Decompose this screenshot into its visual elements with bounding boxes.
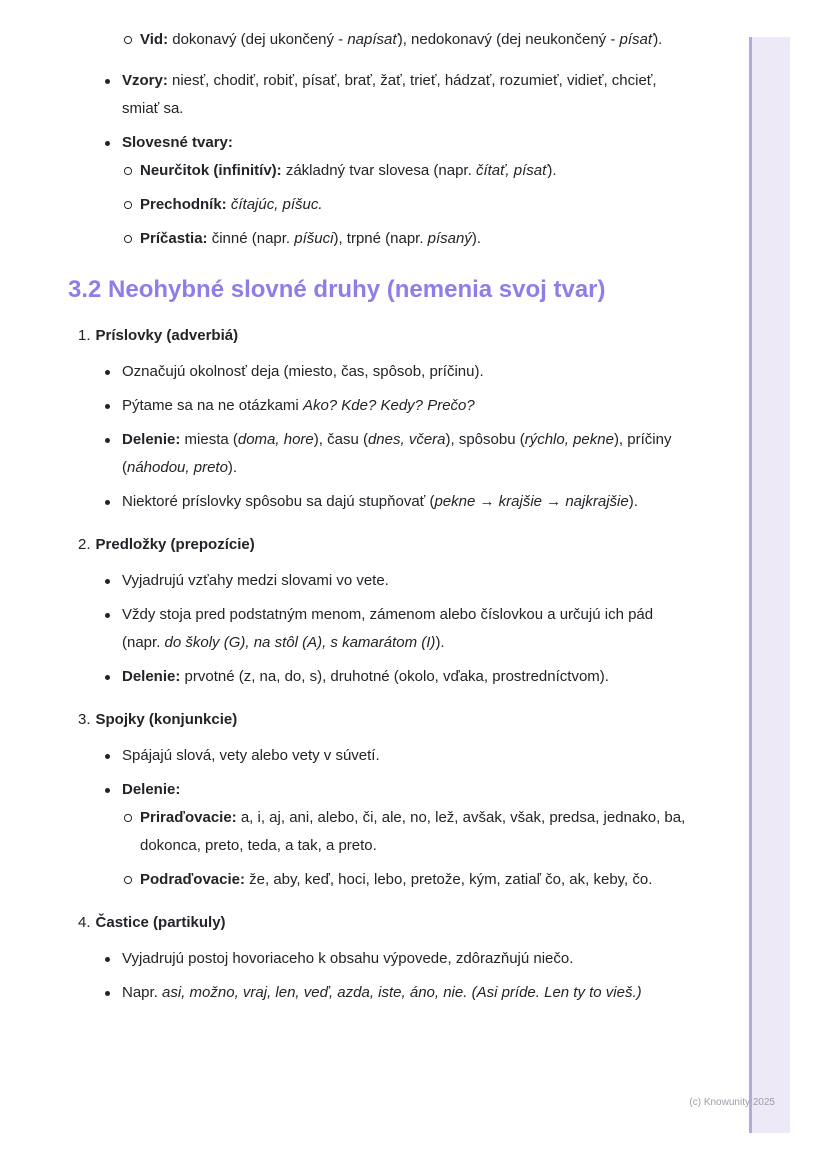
list-item [68,358,695,386]
bold-text: Prechodník: [140,196,227,213]
intro-section [68,26,695,253]
list-item-text: Spájajú slová, vety alebo vety v súvetí. [122,747,380,764]
italic-text: písať [619,31,654,48]
numbered-item [68,322,695,516]
list-item-text: Vždy stoja pred podstatným menom, zámenom alebo číslovkou a určujú ich pád (napr. do školy (G), na stôl (A), s kamarátom (I)). [122,606,654,651]
watermark: (c) Knowunity 2025 [689,1097,775,1108]
italic-text: rýchlo, pekne [524,431,614,448]
bold-text: Vzory: [122,72,168,89]
bold-text: Vid: [140,31,169,48]
item-number: 3. [78,711,91,728]
item-title-text: Príslovky (adverbiá) [95,327,239,344]
list-item [68,979,695,1007]
italic-text: písaný [427,230,472,247]
list-item [68,26,695,54]
list-item [68,129,695,253]
bold-text: Podraďovacie: [140,871,245,888]
italic-text: do školy (G), na stôl (A), s kamarátom (I) [164,634,436,651]
list-item-text: Priraďovacie: a, i, aj, ani, alebo, či, ale, no, lež, avšak, však, predsa, jednako, ba, dokonca, preto, teda, a tak, a preto. [140,809,686,854]
numbered-item-title [68,706,695,734]
bullet-list-level-1 [68,567,695,691]
bullet-list-level-1 [68,67,695,253]
italic-text: píšuci [294,230,334,247]
bullet-list-level-1 [68,945,695,1007]
item-number: 4. [78,914,91,931]
bold-text: Delenie: [122,668,181,685]
italic-text: doma, hore [237,431,314,448]
item-number: 1. [78,327,91,344]
list-item [68,945,695,973]
list-item-text: Príčastia: činné (napr. píšuci), trpné (napr. písaný). [140,230,482,247]
list-item-text: Napr. asi, možno, vraj, len, veď, azda, iste, áno, nie. (Asi príde. Len ty to vieš.) [122,984,642,1001]
italic-text: dnes, včera [367,431,446,448]
bold-text: Delenie: [122,781,181,798]
list-item-text: Niektoré príslovky spôsobu sa dajú stupňovať (pekne → krajšie → najkrajšie). [122,493,638,510]
italic-text: čítajúc, píšuc. [230,196,323,213]
numbered-item-title [68,322,695,350]
item-number: 2. [78,536,91,553]
list-item [68,225,695,253]
italic-text: pekne → krajšie → najkrajšie [434,493,629,510]
italic-text: napísať [347,31,398,48]
list-item-text: Delenie: prvotné (z, na, do, s), druhotné (okolo, vďaka, prostredníctvom). [122,668,609,685]
list-item [68,488,695,516]
numbered-item [68,531,695,691]
list-item-text: Vid: dokonavý (dej ukončený - napísať), nedokonavý (dej neukončený - písať). [140,31,663,48]
italic-text: Ako? Kde? Kedy? Prečo? [302,397,475,414]
italic-text: čítať, písať [475,162,548,179]
numbered-item-title [68,531,695,559]
list-item [68,776,695,894]
list-item-text: Podraďovacie: že, aby, keď, hoci, lebo, pretože, kým, zatiaľ čo, ak, keby, čo. [140,871,653,888]
list-item-text [122,781,180,798]
list-item-text [122,134,233,151]
list-item [68,663,695,691]
list-item [68,191,695,219]
item-title-text: Spojky (konjunkcie) [95,711,238,728]
bullet-list-level-1 [68,742,695,894]
bullet-list-level-2 [68,26,695,54]
numbered-list [68,322,695,1007]
list-item-text [140,196,323,213]
list-item-text: Vyjadrujú postoj hovoriaceho k obsahu výpovede, zdôrazňujú niečo. [122,950,574,967]
section-heading: 3.2 Neohybné slovné druhy (nemenia svoj tvar) [68,276,606,303]
bold-text: Slovesné tvary: [122,134,233,151]
list-item [68,392,695,420]
list-item-text: Delenie: miesta (doma, hore), času (dnes, včera), spôsobu (rýchlo, pekne), príčiny (náhodou, preto). [122,431,672,476]
bullet-list-level-2 [68,157,695,253]
bold-text: Delenie: [122,431,181,448]
item-title-text: Častice (partikuly) [95,914,226,931]
bullet-list-level-1 [68,358,695,516]
list-item [68,567,695,595]
list-item [68,157,695,185]
bullet-list-level-2 [68,804,695,894]
numbered-item-title [68,909,695,937]
item-title-text: Predložky (prepozície) [95,536,255,553]
list-item-text: Pýtame sa na ne otázkami Ako? Kde? Kedy? Prečo? [122,397,475,414]
italic-text: (Asi príde. Len ty to vieš.) [471,984,642,1001]
numbered-item [68,706,695,894]
list-item [68,601,695,657]
list-item [68,804,695,860]
bold-text: Príčastia: [140,230,208,247]
list-item-text: Vzory: niesť, chodiť, robiť, písať, brať, žať, trieť, hádzať, rozumieť, vidieť, chcieť, smiať sa. [122,72,657,117]
bold-text: Priraďovacie: [140,809,237,826]
numbered-item [68,909,695,1007]
page-margin-bar [749,37,790,1133]
list-item [68,742,695,770]
list-item [68,67,695,123]
list-item-text: Označujú okolnosť deja (miesto, čas, spôsob, príčinu). [122,363,484,380]
list-item [68,426,695,482]
italic-text: náhodou, preto [127,459,228,476]
bold-text: Neurčitok (infinitív): [140,162,282,179]
list-item-text: Vyjadrujú vzťahy medzi slovami vo vete. [122,572,389,589]
document-content [68,26,695,1022]
list-item [68,866,695,894]
list-item-text: Neurčitok (infinitív): základný tvar slovesa (napr. čítať, písať). [140,162,557,179]
italic-text: asi, možno, vraj, len, veď, azda, iste, áno, nie. [162,984,468,1001]
